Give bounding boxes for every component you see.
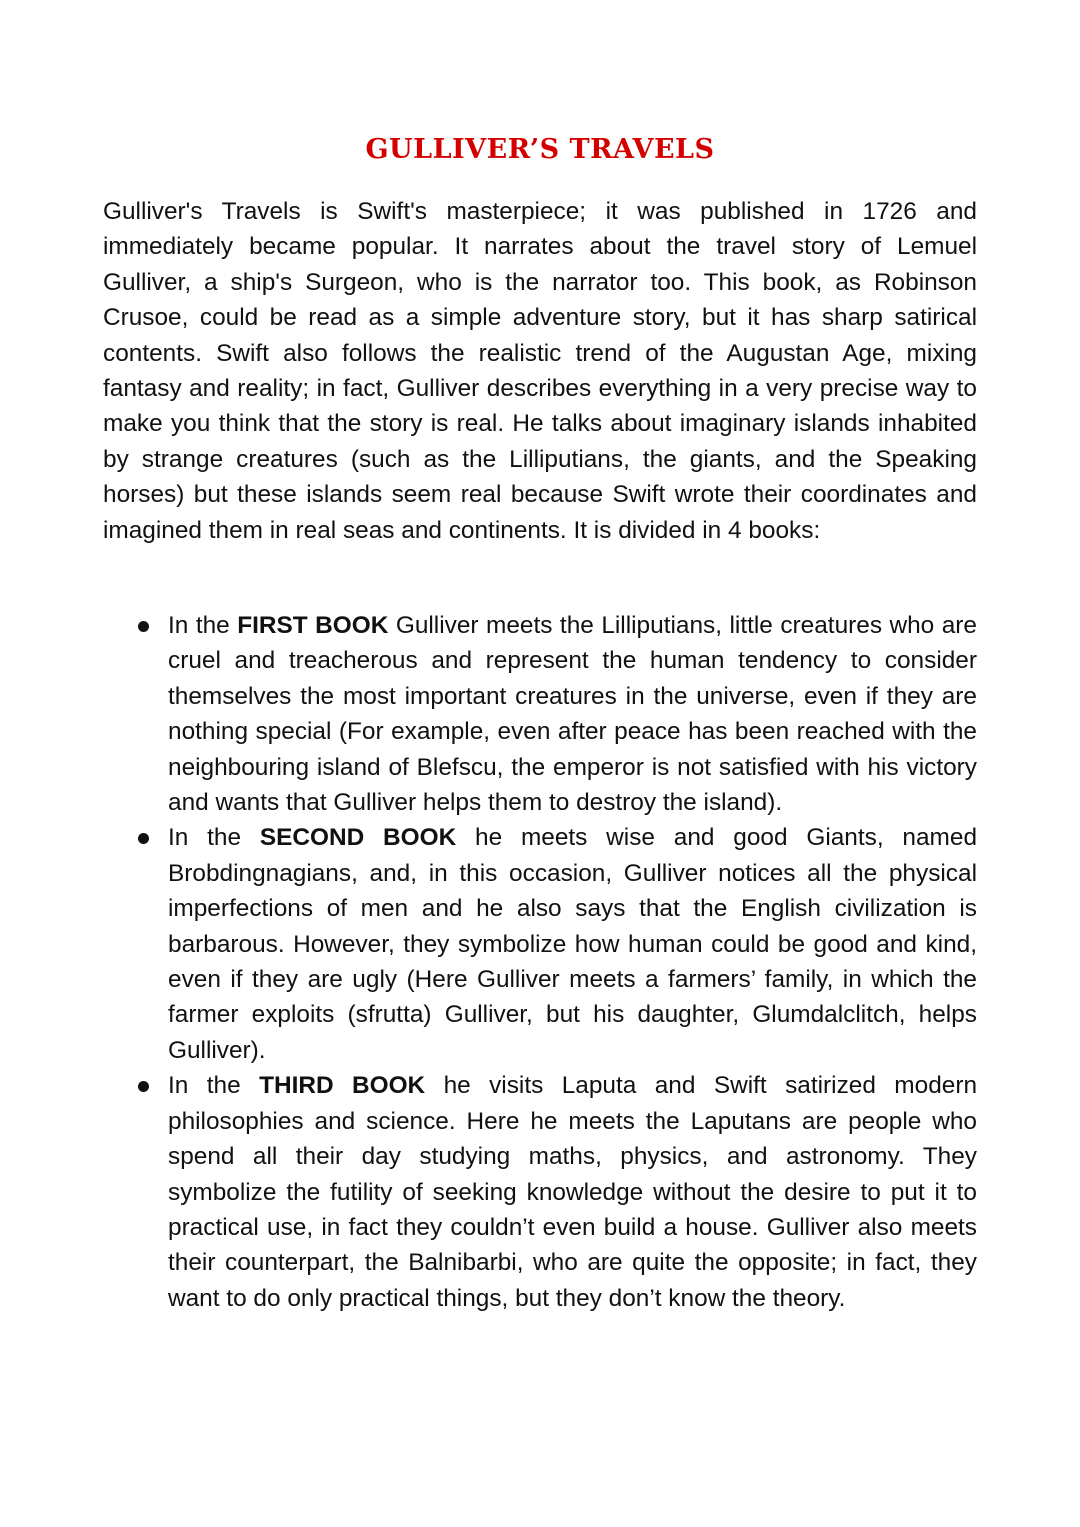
item-prefix: In the [168, 824, 260, 852]
list-item-second-book [168, 820, 977, 1068]
book-name-second: SECOND BOOK [259, 824, 457, 852]
bullet-icon [138, 833, 149, 844]
list-item-third-book [168, 1068, 977, 1316]
list-item-first-book [168, 608, 977, 820]
item-prefix: In the [168, 612, 238, 639]
book-name-first: FIRST BOOK [237, 612, 389, 639]
document-title: GULLIVER’S TRAVELS [365, 134, 715, 165]
item-prefix: In the [168, 1072, 260, 1100]
bullet-icon [138, 621, 149, 632]
item-text: Gulliver meets the Lilliputians, little creatures who are cruel and treacherous and represent the human tendency to consider themselves the most important creatures in the universe, even if they are nothing special (For example, even after peace has been reached with the neighbouring island of Blefscu, the emperor is not satisfied with his victory and wants that Gulliver helps them to destroy the island). [168, 612, 977, 817]
intro-paragraph: Gulliver's Travels is Swift's masterpiece; it was published in 1726 and immediately became popular. It narrates about the travel story of Lemuel Gulliver, a ship's Surgeon, who is the narrator too. This book, as Robinson Crusoe, could be read as a simple adventure story, but it has sharp satirical contents. Swift also follows the realistic trend of the Augustan Age, mixing fantasy and reality; in fact, Gulliver describes everything in a very precise way to make you think that the story is real. He talks about imaginary islands inhabited by strange creatures (such as the Lilliputians, the giants, and the Speaking horses) but these islands seem real because Swift wrote their coordinates and imagined them in real seas and continents. It is divided in 4 books: [103, 198, 977, 544]
item-text: he visits Laputa and Swift satirized modern philosophies and science. Here he meets the Laputans are people who spend all their day studying maths, physics, and astronomy. They symbolize the futility of seeking knowledge without the desire to put it to practical use, in fact they couldn’t even build a house. Gulliver also meets their counterpart, the Balnibarbi, who are quite the opposite; in fact, they want to do only practical things, but they don’t know the theory. [168, 1072, 978, 1312]
item-text: he meets wise and good Giants, named Brobdingnagians, and, in this occasion, Gulliver notices all the physical imperfections of men and he also says that the English civilization is barbarous. However, they symbolize how human could be good and kind, even if they are ugly (Here Gulliver meets a farmers’ family, in which the farmer exploits (sfrutta) Gulliver, but his daughter, Glumdalclitch, helps Gulliver). [168, 824, 978, 1064]
books-list [168, 608, 977, 1316]
bullet-icon [138, 1081, 149, 1092]
book-name-third: THIRD BOOK [259, 1072, 426, 1100]
